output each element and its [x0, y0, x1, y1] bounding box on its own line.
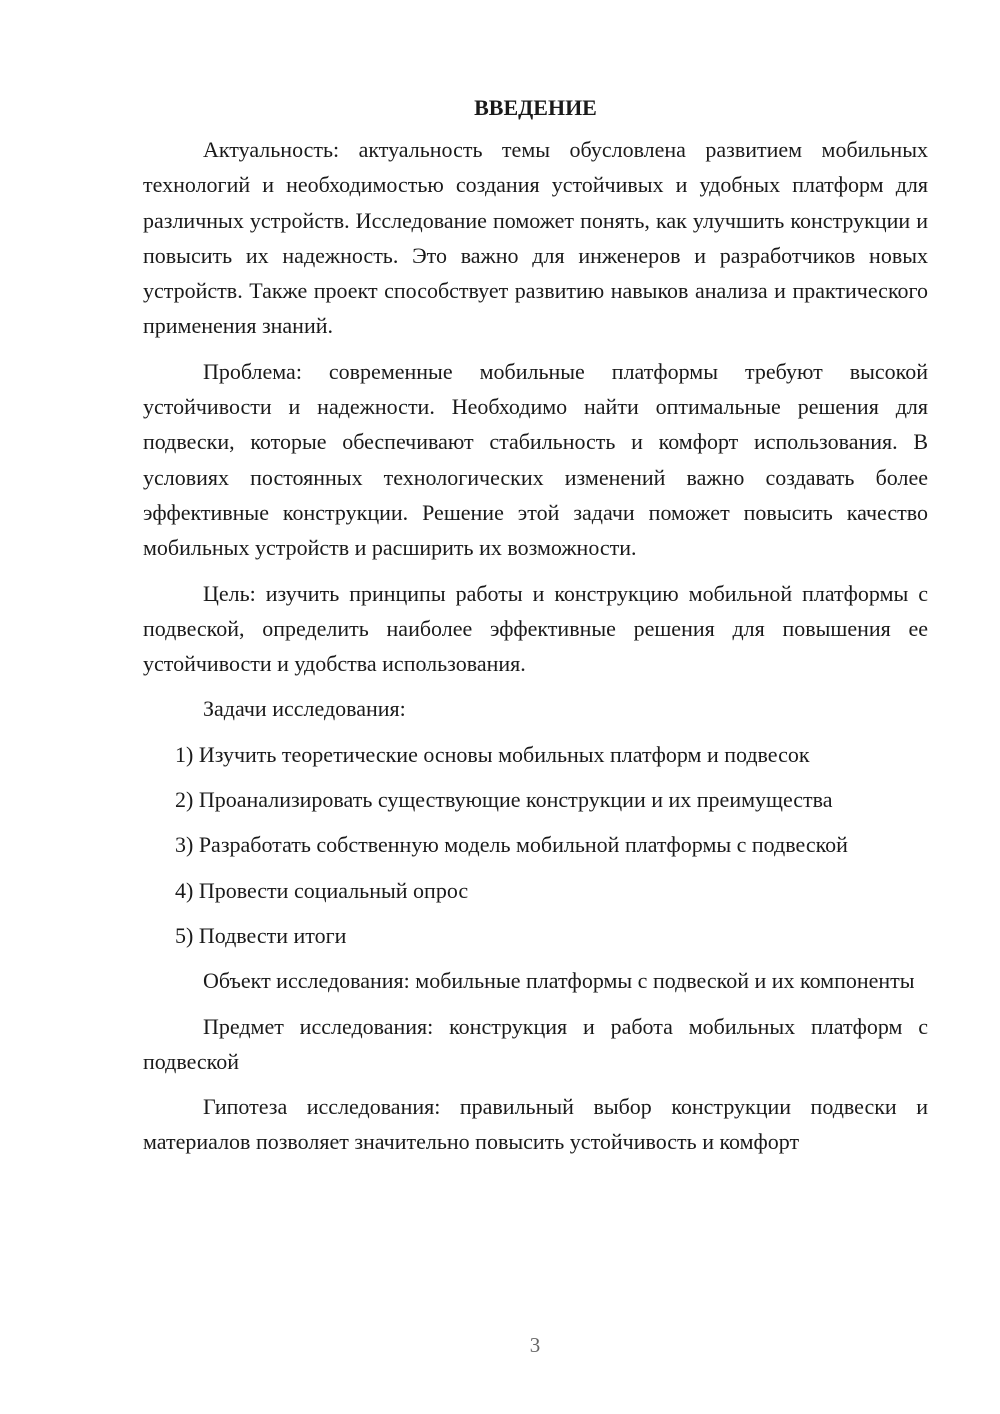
paragraph-goal: Цель: изучить принципы работы и конструкцию мобильной платформы с подвеской, определить наиболее эффективные решения для повышения ее устойчивости и удобства использования.	[143, 580, 928, 677]
document-page	[143, 90, 928, 1170]
tasks-heading: Задачи исследования:	[203, 696, 406, 722]
list-item: 5) Подвести итоги	[175, 922, 347, 948]
paragraph-subject: Предмет исследования: конструкция и работа мобильных платформ с подвеской	[143, 1013, 928, 1074]
list-item: 3) Разработать собственную модель мобильной платформы с подвеской	[175, 832, 848, 858]
list-item: 1) Изучить теоретические основы мобильных платформ и подвесок	[175, 741, 810, 767]
paragraph-object: Объект исследования: мобильные платформы с подвеской и их компоненты	[203, 968, 915, 994]
paragraph-hypothesis: Гипотеза исследования: правильный выбор конструкции подвески и материалов позволяет значительно повысить устойчивость и комфорт	[143, 1094, 928, 1155]
page-title: ВВЕДЕНИЕ	[474, 95, 597, 120]
paragraph-relevance: Актуальность: актуальность темы обусловлена развитием мобильных технологий и необходимостью создания устойчивых и удобных платформ для различных устройств. Исследование поможет понять, как улучшить конструкции и повысить их надежность. Это важно для инженеров и разработчиков новых устройств. Также проект способствует развитию навыков анализа и практического применения знаний.	[143, 137, 928, 339]
paragraph-problem: Проблема: современные мобильные платформы требуют высокой устойчивости и надежности. Необходимо найти оптимальные решения для подвески, которые обеспечивают стабильность и комфорт использования. В условиях постоянных технологических изменений важно создавать более эффективные конструкции. Решение этой задачи поможет повысить качество мобильных устройств и расширить их возможности.	[143, 358, 928, 561]
page-number: 3	[529, 1333, 541, 1357]
list-item: 2) Проанализировать существующие конструкции и их преимущества	[175, 787, 833, 813]
list-item: 4) Провести социальный опрос	[175, 877, 469, 903]
